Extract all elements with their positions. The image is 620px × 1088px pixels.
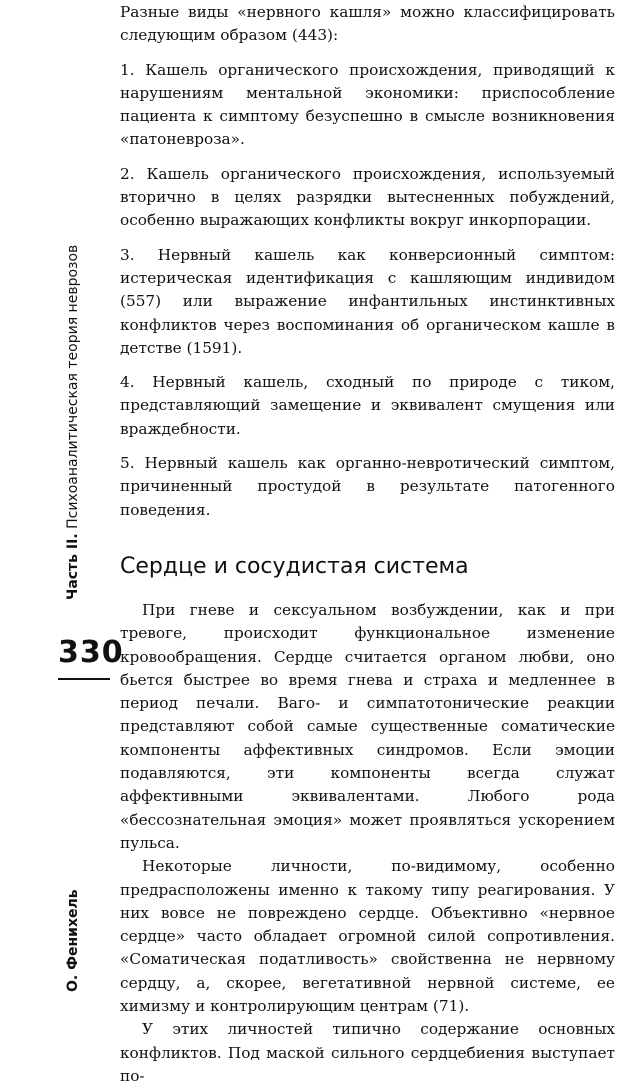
- part-label: Часть II.: [65, 533, 81, 600]
- page-number-rule: [58, 678, 110, 680]
- body-paragraph: У этих личностей типично содержание основных конфликтов. Под маской сильного сердцебиения выступает по-: [120, 1020, 615, 1085]
- part-title: Психоаналитическая теория неврозов: [65, 244, 81, 529]
- section-heading: Сердце и сосудистая система: [120, 553, 469, 579]
- page-number: 330: [58, 635, 124, 670]
- intro-paragraph: Разные виды «нервного кашля» можно классифицировать следующим образом (443):: [120, 3, 615, 45]
- list-item: 3. Нервный кашель как конверсионный симптом: истерическая идентификация с кашляющим индивидом (557) или выражение инфантильных инстинктивных конфликтов через воспоминания об органическом кашле в детстве (1591).: [120, 245, 615, 357]
- list-item: 1. Кашель органического происхождения, приводящий к нарушениям ментальной экономики: приспособление пациента к симптому безуспешно в смысле возникновения «патоневроза».: [120, 60, 615, 149]
- running-header-part: [64, 245, 82, 600]
- running-header-author: О. Фенихель: [65, 889, 81, 992]
- list-item: 2. Кашель органического происхождения, используемый вторично в целях разрядки вытесненных побуждений, особенно выражающих конфликты вокруг инкорпорации.: [120, 164, 615, 230]
- body-paragraph: При гневе и сексуальном возбуждении, как и при тревоге, происходит функциональное изменение кровообращения. Сердце считается органом любви, оно бьется быстрее во время гнева и страха и медленнее в период печали. Ваго- и симпатотонические реакции представляют собой самые существенные соматические компоненты аффективных синдромов. Если эмоции подавляются, эти компоненты всегда служат аффективными эквивалентами. Любого рода «бессознательная эмоция» может проявляться ускорением пульса.: [120, 600, 615, 852]
- body-paragraph: Некоторые личности, по-видимому, особенно предрасположены именно к такому типу реагирования. У них вовсе не повреждено сердце. Объективно «нервное сердце» часто обладает огромной силой сопротивления. «Соматическая податливость» свойственна не нервному сердцу, а, скорее, вегетативной нервной системе, ее химизму и контролирующим центрам (71).: [120, 857, 615, 1015]
- list-item: 5. Нервный кашель как органно-невротический симптом, причиненный простудой в результате патогенного поведения.: [120, 454, 615, 519]
- page-content: [120, 0, 615, 1088]
- list-item: 4. Нервный кашель, сходный по природе с тиком, представляющий замещение и эквивалент смущения или враждебности.: [120, 373, 615, 438]
